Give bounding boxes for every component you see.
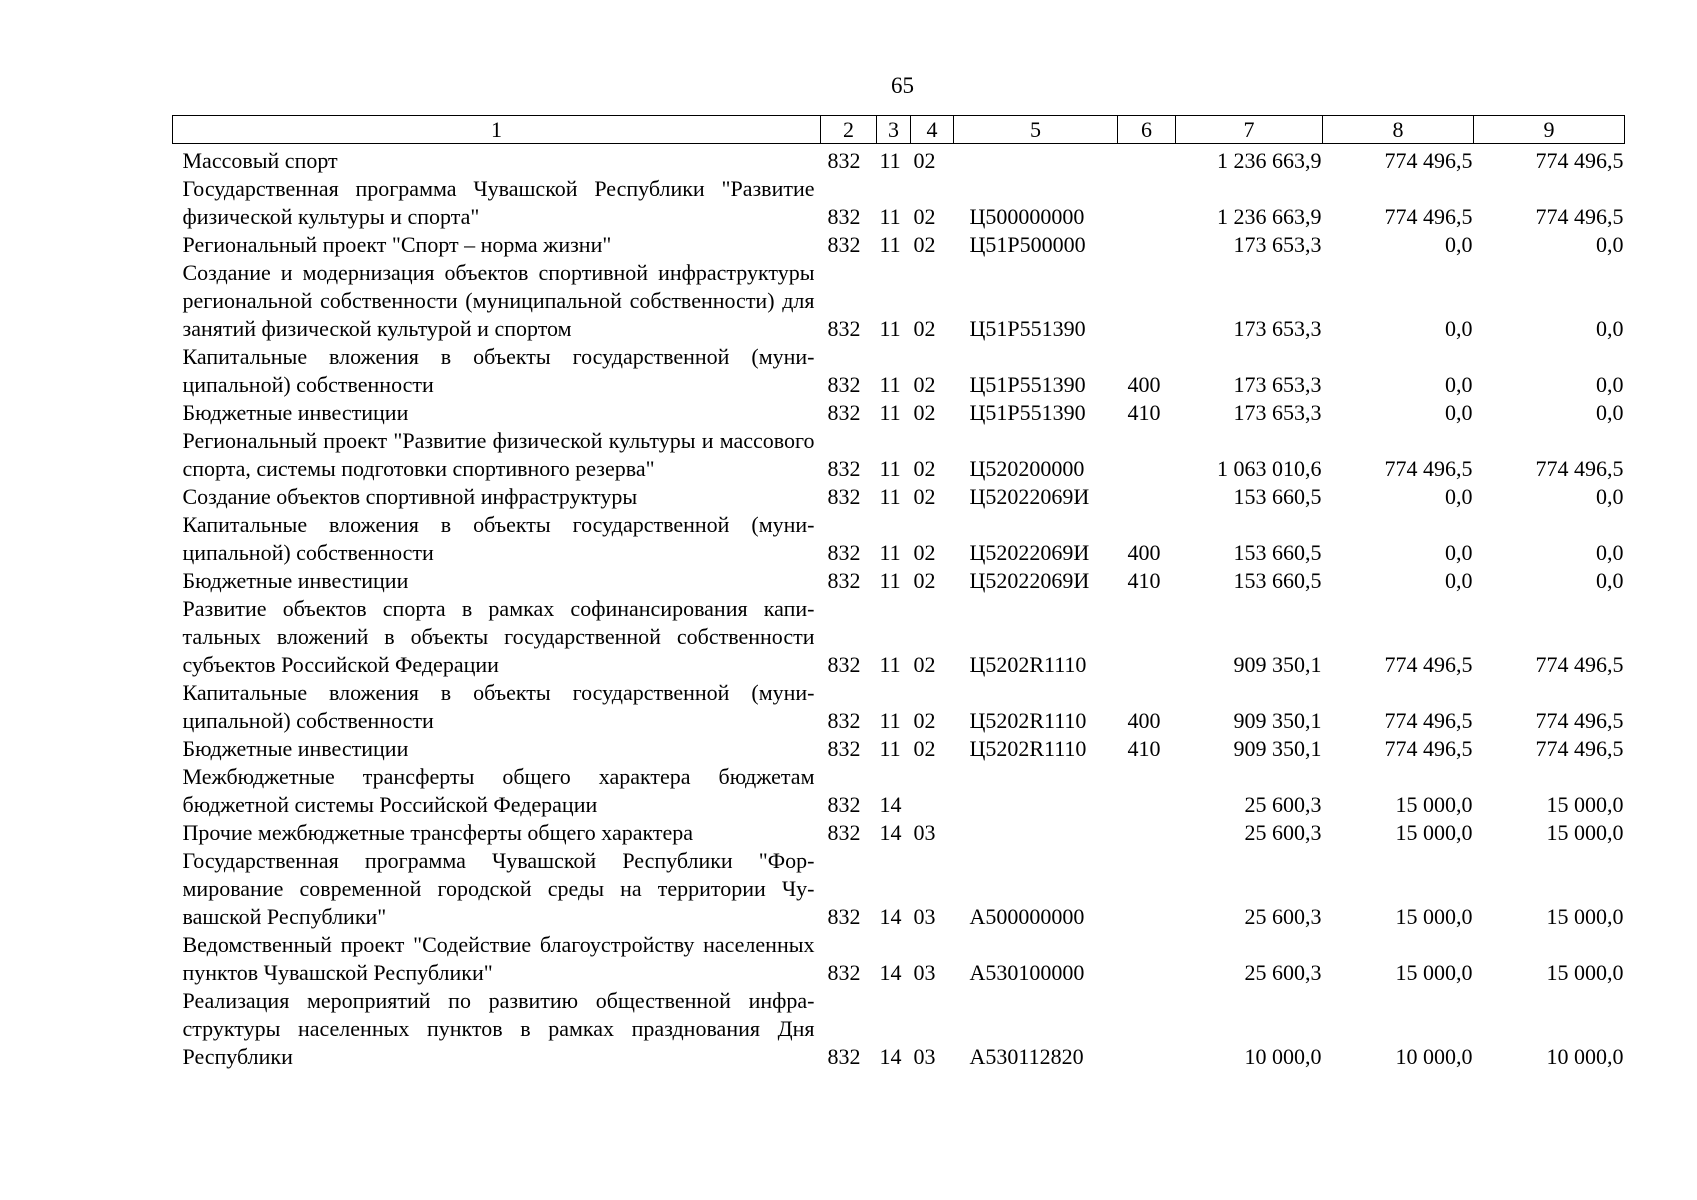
row-expense-type: 400 (1127, 372, 1161, 397)
row-section-code: 11 (879, 708, 901, 733)
row-subsection-code: 02 (913, 204, 936, 229)
row-ministry-code: 832 (827, 316, 861, 341)
row-amount-col7: 25 600,3 (1244, 820, 1322, 845)
row-ministry-code: 832 (827, 372, 861, 397)
row-name: Региональный проект "Развитие физической культуры и массового спорта, системы подготовки спортивного резерва" (182, 428, 815, 481)
row-target-article: Ц51Р551390 (969, 372, 1086, 397)
row-expense-type: 410 (1127, 568, 1161, 593)
row-amount-col8: 0,0 (1445, 232, 1473, 257)
row-ministry-code: 832 (827, 792, 861, 817)
row-name: Создание и модернизация объектов спортивной инфраструктуры региональной собственности (муниципальной собственности) для занятий физической культурой и спортом (182, 260, 815, 341)
table-row (173, 427, 1625, 483)
row-subsection-code: 03 (913, 904, 936, 929)
row-amount-col9: 15 000,0 (1546, 960, 1624, 985)
row-target-article: Ц5202R1110 (969, 652, 1087, 677)
row-section-code: 11 (879, 400, 901, 425)
row-name: Реализация мероприятий по развитию общественной инфраструктуры населенных пунктов в рамках празднования Дня Республики (182, 988, 815, 1069)
row-amount-col8: 15 000,0 (1395, 792, 1473, 817)
row-subsection-code: 02 (913, 708, 936, 733)
row-name: Бюджетные инвестиции (182, 568, 409, 593)
row-ministry-code: 832 (827, 400, 861, 425)
row-ministry-code: 832 (827, 904, 861, 929)
row-expense-type: 400 (1127, 708, 1161, 733)
table-row (173, 679, 1625, 735)
row-ministry-code: 832 (827, 232, 861, 257)
row-amount-col8: 10 000,0 (1395, 1044, 1473, 1069)
row-subsection-code: 02 (913, 568, 936, 593)
row-amount-col7: 173 653,3 (1233, 400, 1322, 425)
row-expense-type (1118, 231, 1176, 259)
row-expense-type (1118, 144, 1176, 176)
row-amount-col8: 15 000,0 (1395, 904, 1473, 929)
row-target-article: Ц52022069И (969, 540, 1090, 565)
table-row (173, 483, 1625, 511)
row-amount-col9: 10 000,0 (1546, 1044, 1624, 1069)
row-amount-col9: 15 000,0 (1546, 792, 1624, 817)
row-target-article: Ц52022069И (969, 568, 1090, 593)
row-name: Создание объектов спортивной инфраструктуры (182, 484, 638, 509)
row-ministry-code: 832 (827, 568, 861, 593)
row-amount-col8: 774 496,5 (1384, 708, 1473, 733)
row-subsection-code: 02 (913, 484, 936, 509)
row-expense-type (1118, 427, 1176, 483)
budget-table (172, 115, 1625, 1071)
row-section-code: 11 (879, 316, 901, 341)
row-amount-col7: 909 350,1 (1233, 708, 1322, 733)
row-subsection-code: 02 (913, 540, 936, 565)
row-subsection-code: 03 (913, 960, 936, 985)
page-number: 65 (891, 73, 914, 98)
row-section-code: 11 (879, 372, 901, 397)
row-target-article: А530112820 (969, 1044, 1084, 1069)
row-target-article: Ц500000000 (969, 204, 1085, 229)
row-target-article (954, 144, 1118, 176)
row-amount-col9: 774 496,5 (1535, 204, 1624, 229)
column-header-3: 3 (877, 116, 911, 144)
table-row (173, 144, 1625, 176)
column-header-2: 2 (821, 116, 877, 144)
row-amount-col7: 909 350,1 (1233, 652, 1322, 677)
row-target-article: А500000000 (969, 904, 1085, 929)
row-target-article: Ц51Р500000 (969, 232, 1086, 257)
row-target-article: Ц51Р551390 (969, 316, 1086, 341)
row-name: Бюджетные инвестиции (182, 400, 409, 425)
row-target-article: Ц5202R1110 (969, 708, 1087, 733)
row-expense-type: 410 (1127, 400, 1161, 425)
row-target-article: Ц51Р551390 (969, 400, 1086, 425)
table-row (173, 399, 1625, 427)
table-row (173, 931, 1625, 987)
table-row (173, 819, 1625, 847)
row-amount-col7: 173 653,3 (1233, 232, 1322, 257)
row-subsection-code: 02 (913, 316, 936, 341)
column-header-6: 6 (1118, 116, 1176, 144)
row-amount-col8: 0,0 (1445, 400, 1473, 425)
row-amount-col8: 774 496,5 (1384, 456, 1473, 481)
row-name: Прочие межбюджетные трансферты общего характера (182, 820, 694, 845)
column-header-1: 1 (173, 116, 821, 144)
column-header-8: 8 (1323, 116, 1474, 144)
row-name: Капитальные вложения в объекты государственной (муниципальной) собственности (182, 512, 815, 565)
table-row (173, 259, 1625, 343)
row-amount-col9: 0,0 (1596, 540, 1624, 565)
row-ministry-code: 832 (827, 960, 861, 985)
row-expense-type: 400 (1127, 540, 1161, 565)
column-header-9: 9 (1474, 116, 1625, 144)
row-section-code: 14 (879, 1044, 902, 1069)
table-row (173, 763, 1625, 819)
table-body (173, 144, 1625, 1072)
row-amount-col9: 0,0 (1596, 568, 1624, 593)
row-section-code: 11 (879, 652, 901, 677)
row-section-code: 11 (879, 736, 901, 761)
row-ministry-code: 832 (827, 652, 861, 677)
row-expense-type (1118, 259, 1176, 343)
row-section-code: 11 (879, 456, 901, 481)
row-amount-col9: 774 496,5 (1535, 148, 1624, 173)
row-amount-col8: 774 496,5 (1384, 204, 1473, 229)
row-ministry-code: 832 (827, 484, 861, 509)
row-ministry-code: 832 (827, 456, 861, 481)
row-amount-col9: 15 000,0 (1546, 820, 1624, 845)
row-amount-col9: 0,0 (1596, 484, 1624, 509)
row-target-article (954, 819, 1118, 847)
row-amount-col8: 15 000,0 (1395, 960, 1473, 985)
row-name: Массовый спорт (182, 148, 338, 173)
row-amount-col7: 909 350,1 (1233, 736, 1322, 761)
row-expense-type (1118, 483, 1176, 511)
row-amount-col8: 0,0 (1445, 540, 1473, 565)
row-target-article: Ц520200000 (969, 456, 1085, 481)
row-subsection-code: 02 (913, 232, 936, 257)
row-expense-type (1118, 595, 1176, 679)
row-expense-type (1118, 175, 1176, 231)
row-expense-type (1118, 847, 1176, 931)
row-ministry-code: 832 (827, 708, 861, 733)
column-header-4: 4 (911, 116, 954, 144)
row-amount-col8: 0,0 (1445, 372, 1473, 397)
row-amount-col7: 173 653,3 (1233, 316, 1322, 341)
row-target-article: А530100000 (969, 960, 1085, 985)
table-row (173, 343, 1625, 399)
row-section-code: 11 (879, 540, 901, 565)
row-ministry-code: 832 (827, 736, 861, 761)
row-subsection-code: 02 (913, 456, 936, 481)
row-ministry-code: 832 (827, 148, 861, 173)
row-amount-col7: 10 000,0 (1244, 1044, 1322, 1069)
row-subsection-code: 02 (913, 736, 936, 761)
row-section-code: 14 (879, 792, 902, 817)
row-name: Ведомственный проект "Содействие благоустройству населенных пунктов Чувашской Республики" (182, 932, 815, 985)
row-name: Капитальные вложения в объекты государственной (муниципальной) собственности (182, 680, 815, 733)
row-amount-col9: 774 496,5 (1535, 736, 1624, 761)
row-expense-type (1118, 819, 1176, 847)
row-amount-col7: 1 063 010,6 (1217, 456, 1322, 481)
row-section-code: 11 (879, 232, 901, 257)
row-amount-col9: 774 496,5 (1535, 456, 1624, 481)
row-amount-col7: 1 236 663,9 (1217, 204, 1322, 229)
row-expense-type (1118, 987, 1176, 1071)
row-expense-type (1118, 931, 1176, 987)
table-row (173, 175, 1625, 231)
row-amount-col7: 25 600,3 (1244, 904, 1322, 929)
row-amount-col8: 0,0 (1445, 568, 1473, 593)
column-header-5: 5 (954, 116, 1118, 144)
row-subsection-code: 02 (913, 372, 936, 397)
row-amount-col9: 774 496,5 (1535, 708, 1624, 733)
row-subsection-code (911, 763, 954, 819)
row-target-article (954, 763, 1118, 819)
row-amount-col9: 0,0 (1596, 316, 1624, 341)
row-expense-type: 410 (1127, 736, 1161, 761)
row-section-code: 14 (879, 960, 902, 985)
row-name: Государственная программа Чувашской Республики "Формирование современной городской среды на территории Чувашской Республики" (182, 848, 815, 929)
table-row (173, 595, 1625, 679)
row-name: Бюджетные инвестиции (182, 736, 409, 761)
row-ministry-code: 832 (827, 540, 861, 565)
row-ministry-code: 832 (827, 204, 861, 229)
row-subsection-code: 03 (913, 1044, 936, 1069)
row-section-code: 11 (879, 148, 901, 173)
row-amount-col7: 1 236 663,9 (1217, 148, 1322, 173)
row-amount-col9: 0,0 (1596, 372, 1624, 397)
table-row (173, 735, 1625, 763)
table-row (173, 567, 1625, 595)
row-amount-col8: 15 000,0 (1395, 820, 1473, 845)
row-section-code: 11 (879, 204, 901, 229)
row-amount-col9: 774 496,5 (1535, 652, 1624, 677)
row-amount-col8: 774 496,5 (1384, 652, 1473, 677)
row-amount-col8: 0,0 (1445, 484, 1473, 509)
row-section-code: 11 (879, 568, 901, 593)
row-section-code: 14 (879, 904, 902, 929)
row-amount-col7: 25 600,3 (1244, 960, 1322, 985)
row-subsection-code: 03 (913, 820, 936, 845)
row-name: Региональный проект "Спорт – норма жизни" (182, 232, 612, 257)
row-amount-col9: 15 000,0 (1546, 904, 1624, 929)
row-name: Развитие объектов спорта в рамках софинансирования капитальных вложений в объекты государственной собственности субъектов Российской Федерации (182, 596, 815, 677)
header-row (173, 116, 1625, 144)
row-amount-col7: 153 660,5 (1233, 484, 1322, 509)
row-subsection-code: 02 (913, 400, 936, 425)
column-header-7: 7 (1176, 116, 1323, 144)
table-header (173, 116, 1625, 144)
row-amount-col9: 0,0 (1596, 400, 1624, 425)
row-name: Капитальные вложения в объекты государственной (муниципальной) собственности (182, 344, 815, 397)
row-section-code: 11 (879, 484, 901, 509)
row-name: Межбюджетные трансферты общего характера бюджетам бюджетной системы Российской Федерации (182, 764, 815, 817)
row-target-article: Ц5202R1110 (969, 736, 1087, 761)
row-amount-col7: 153 660,5 (1233, 568, 1322, 593)
row-name: Государственная программа Чувашской Республики "Развитие физической культуры и спорта" (182, 176, 815, 229)
row-target-article: Ц52022069И (969, 484, 1090, 509)
row-amount-col9: 0,0 (1596, 232, 1624, 257)
row-amount-col8: 774 496,5 (1384, 148, 1473, 173)
table-row (173, 231, 1625, 259)
row-amount-col7: 25 600,3 (1244, 792, 1322, 817)
row-ministry-code: 832 (827, 820, 861, 845)
row-section-code: 14 (879, 820, 902, 845)
table-row (173, 847, 1625, 931)
row-amount-col7: 153 660,5 (1233, 540, 1322, 565)
table-row (173, 511, 1625, 567)
row-amount-col7: 173 653,3 (1233, 372, 1322, 397)
row-amount-col8: 774 496,5 (1384, 736, 1473, 761)
row-subsection-code: 02 (913, 652, 936, 677)
row-ministry-code: 832 (827, 1044, 861, 1069)
row-subsection-code: 02 (913, 148, 936, 173)
table-row (173, 987, 1625, 1071)
row-expense-type (1118, 763, 1176, 819)
row-amount-col8: 0,0 (1445, 316, 1473, 341)
